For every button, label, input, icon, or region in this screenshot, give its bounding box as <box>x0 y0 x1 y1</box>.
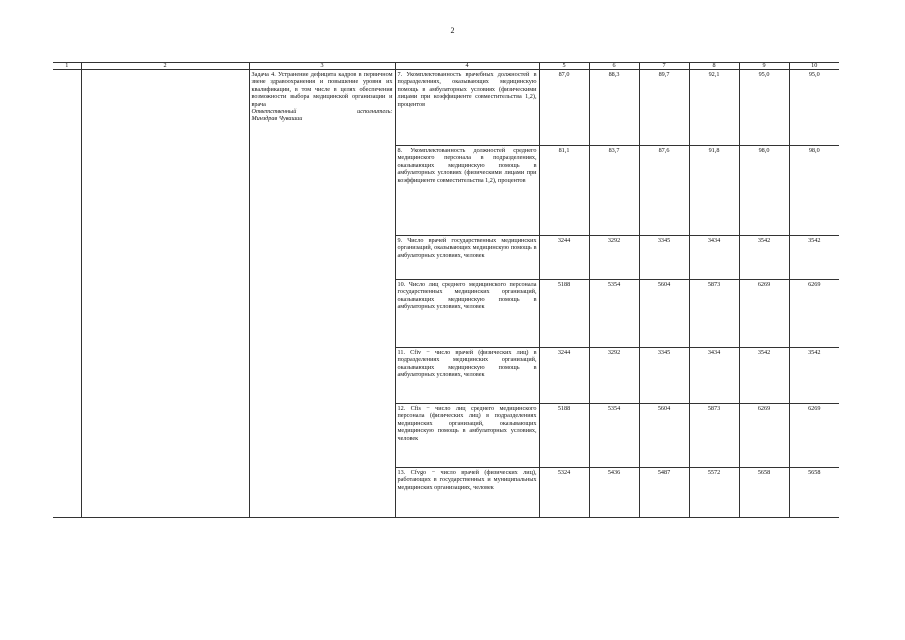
value-cell: 5572 <box>689 468 739 518</box>
value-cell: 6269 <box>739 404 789 468</box>
indicator-cell: 10. Число лиц среднего медицинского персонала государственных медицинских организаций, оказывающих медицинскую помощь в амбулаторных условиях, человек <box>395 280 539 348</box>
indicator-cell: 8. Укомплектованность должностей среднего медицинского персонала в подразделениях, оказывающих медицинскую помощь в амбулаторных условиях (физическими лицами при коэффициенте совместительства 1,2), процентов <box>395 146 539 236</box>
value-cell: 3542 <box>789 236 839 280</box>
indicator-cell: 9. Число врачей государственных медицинских организаций, оказывающих медицинскую помощь в амбулаторных условиях, человек <box>395 236 539 280</box>
value-cell: 3244 <box>539 348 589 404</box>
value-cell: 3542 <box>739 236 789 280</box>
value-cell: 87,6 <box>639 146 689 236</box>
value-cell: 89,7 <box>639 70 689 146</box>
value-cell: 88,3 <box>589 70 639 146</box>
blank-cell <box>53 70 81 518</box>
column-number: 7 <box>639 63 689 70</box>
value-cell: 6269 <box>789 404 839 468</box>
value-cell: 5658 <box>739 468 789 518</box>
column-number: 1 <box>53 63 81 70</box>
value-cell: 3434 <box>689 236 739 280</box>
value-cell: 5873 <box>689 280 739 348</box>
value-cell: 92,1 <box>689 70 739 146</box>
value-cell: 5658 <box>789 468 839 518</box>
value-cell: 87,0 <box>539 70 589 146</box>
value-cell: 83,7 <box>589 146 639 236</box>
value-cell: 5354 <box>589 404 639 468</box>
column-number: 6 <box>589 63 639 70</box>
value-cell: 5604 <box>639 404 689 468</box>
column-number: 8 <box>689 63 739 70</box>
executor-label: Ответственный исполнитель: <box>251 108 393 116</box>
value-cell: 3292 <box>589 348 639 404</box>
value-cell: 6269 <box>739 280 789 348</box>
value-cell: 91,8 <box>689 146 739 236</box>
value-cell: 98,0 <box>789 146 839 236</box>
value-cell: 6269 <box>789 280 839 348</box>
indicator-cell: 11. Сfiv − число врачей (физических лиц) в подразделениях медицинских организаций, оказывающих медицинскую помощь в амбулаторных условиях, человек <box>395 348 539 404</box>
column-number-row <box>53 63 839 70</box>
task-text: Задача 4. Устранение дефицита кадров в первичном звене здравоохранения и повышение уровня их квалификации, в том числе в целях обеспечения возможности выбора медицинской организации и врача <box>251 71 393 108</box>
executor-name: Минздрав Чувашии <box>251 115 303 123</box>
indicators-table <box>53 62 839 518</box>
value-cell: 3542 <box>789 348 839 404</box>
indicator-cell: 13. Сfvgo − число врачей (физических лиц), работающих в государственных и муниципальных медицинских организациях, человек <box>395 468 539 518</box>
value-cell: 3244 <box>539 236 589 280</box>
value-cell: 3345 <box>639 236 689 280</box>
value-cell: 5873 <box>689 404 739 468</box>
column-number: 3 <box>249 63 395 70</box>
value-cell: 3542 <box>739 348 789 404</box>
column-number: 5 <box>539 63 589 70</box>
value-cell: 5436 <box>589 468 639 518</box>
value-cell: 5324 <box>539 468 589 518</box>
indicator-cell: 12. Сfis − число лиц среднего медицинского персонала (физических лиц) в подразделениях медицинских организаций, оказывающих медицинскую помощь в амбулаторных условиях, человек <box>395 404 539 468</box>
table-row <box>53 70 839 146</box>
value-cell: 5188 <box>539 280 589 348</box>
value-cell: 95,0 <box>789 70 839 146</box>
blank-cell <box>81 70 249 518</box>
column-number: 9 <box>739 63 789 70</box>
value-cell: 81,1 <box>539 146 589 236</box>
indicator-cell: 7. Укомплектованность врачебных должностей в подразделениях, оказывающих медицинскую помощь в амбулаторных условиях (физическими лицами при коэффициенте совместительства 1,2), процентов <box>395 70 539 146</box>
value-cell: 98,0 <box>739 146 789 236</box>
page-number: 2 <box>450 26 455 35</box>
value-cell: 3345 <box>639 348 689 404</box>
value-cell: 5188 <box>539 404 589 468</box>
value-cell: 3434 <box>689 348 739 404</box>
column-number: 10 <box>789 63 839 70</box>
value-cell: 5604 <box>639 280 689 348</box>
task-cell <box>249 70 395 518</box>
column-number: 4 <box>395 63 539 70</box>
value-cell: 95,0 <box>739 70 789 146</box>
value-cell: 5487 <box>639 468 689 518</box>
value-cell: 5354 <box>589 280 639 348</box>
value-cell: 3292 <box>589 236 639 280</box>
column-number: 2 <box>81 63 249 70</box>
